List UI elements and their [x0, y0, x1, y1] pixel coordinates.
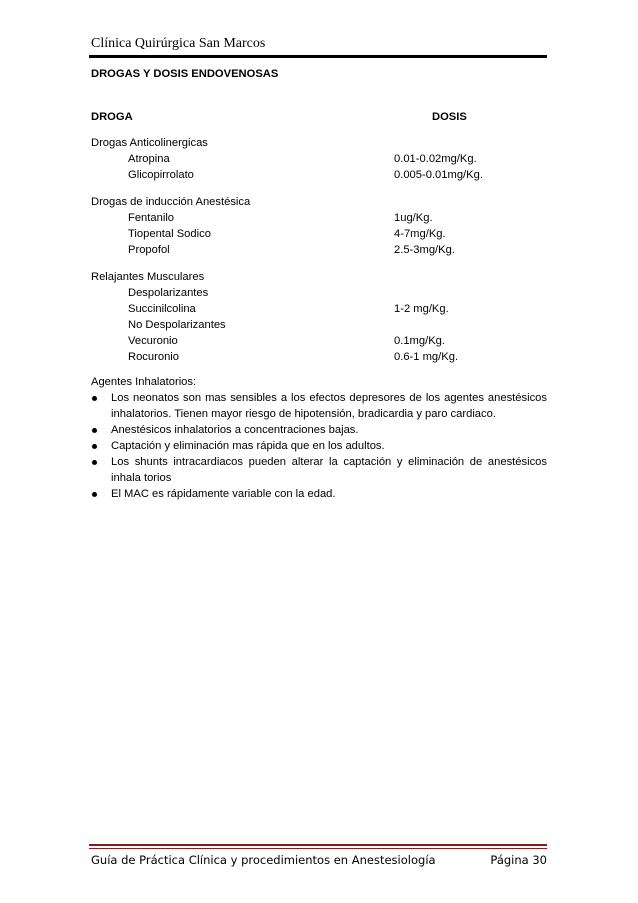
column-header-dosis: DOSIS — [432, 111, 467, 123]
drug-name: Propofol — [128, 244, 170, 256]
drug-name: Vecuronio — [128, 335, 178, 347]
list-item-text: El MAC es rápidamente variable con la edad. — [111, 488, 336, 500]
drug-dose: 0.6-1 mg/Kg. — [394, 351, 459, 363]
drug-dose: 0.005-0.01mg/Kg. — [394, 169, 483, 181]
header-rule — [89, 55, 547, 58]
page-number: Página 30 — [490, 853, 547, 867]
subgroup-label: Despolarizantes — [128, 287, 209, 299]
drug-name: Succinilcolina — [128, 303, 196, 315]
bullet-icon — [92, 428, 97, 433]
section-title: DROGAS Y DOSIS ENDOVENOSAS — [91, 68, 279, 80]
subgroup-label: No Despolarizantes — [128, 319, 226, 331]
drug-dose: 2.5-3mg/Kg. — [394, 244, 455, 256]
footer-rule — [89, 844, 547, 846]
footer-title: Guía de Práctica Clínica y procedimientos en Anestesiología — [91, 853, 436, 867]
inhaled-agents-title: Agentes Inhalatorios: — [91, 376, 197, 388]
bullet-icon — [92, 460, 97, 465]
list-item — [91, 454, 547, 486]
bullet-icon — [92, 492, 97, 497]
list-item — [91, 422, 547, 438]
page-header: Clínica Quirúrgica San Marcos — [91, 36, 266, 51]
column-header-droga: DROGA — [91, 111, 133, 123]
group-label: Drogas de inducción Anestésica — [91, 196, 251, 208]
drug-dose: 4-7mg/Kg. — [394, 228, 446, 240]
list-item-text: Anestésicos inhalatorios a concentraciones bajas. — [111, 424, 359, 436]
inhaled-agents-section — [91, 374, 547, 502]
drug-name: Glicopirrolato — [128, 169, 194, 181]
drug-name: Atropina — [128, 153, 170, 165]
drug-dose: 0.01-0.02mg/Kg. — [394, 153, 477, 165]
list-item — [91, 438, 547, 454]
bullet-icon — [92, 396, 97, 401]
drug-dose: 0.1mg/Kg. — [394, 335, 445, 347]
drug-name: Tiopental Sodico — [128, 228, 211, 240]
footer-rule — [89, 848, 547, 849]
list-item-text: Los neonatos son mas sensibles a los efectos depresores de los agentes anestésicos inhalatorios. Tienen mayor riesgo de hipotensión, bradicardia y paro cardiaco. — [111, 392, 547, 420]
list-item — [91, 486, 547, 502]
bullet-icon — [92, 444, 97, 449]
drug-dose: 1ug/Kg. — [394, 212, 433, 224]
drug-name: Fentanilo — [128, 212, 175, 224]
list-item — [91, 390, 547, 422]
group-label: Drogas Anticolinergicas — [91, 137, 208, 149]
list-item-text: Captación y eliminación mas rápida que en los adultos. — [111, 440, 385, 452]
drug-name: Rocuronio — [128, 351, 179, 363]
inhaled-agents-list — [91, 390, 547, 502]
group-label: Relajantes Musculares — [91, 271, 205, 283]
drug-dose: 1-2 mg/Kg. — [394, 303, 449, 315]
list-item-text: Los shunts intracardiacos pueden alterar la captación y eliminación de anestésicos inhala torios — [111, 456, 547, 484]
